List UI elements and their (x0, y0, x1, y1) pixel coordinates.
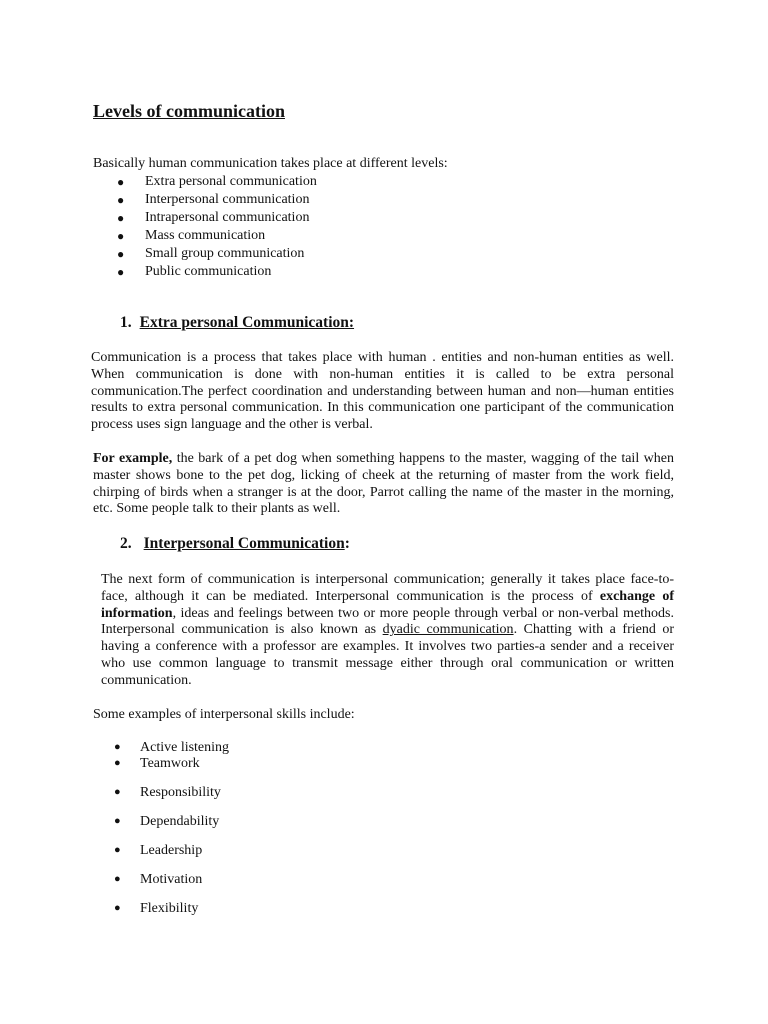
intro-text: Basically human communication takes place at different levels: (93, 156, 448, 171)
section-2-paragraph: The next form of communication is interpersonal communication; generally it takes place face-to-face, although it can be mediated. Interpersonal communication is the process of exchange of information, ideas and feelings between two or more people through verbal or non-verbal methods. Interpersonal communication is also known as dyadic communication. Chatting with a friend or having a conference with a professor are examples. It involves two parties-a sender and a receiver who use common language to transmit message either through oral communication or written communication. (101, 572, 674, 688)
bullet-icon: ● (114, 786, 121, 798)
bullet-icon: ● (114, 757, 121, 769)
bold-term: exchange of information (101, 588, 674, 621)
section-heading-2 (120, 535, 350, 553)
bullet-icon: ● (117, 247, 125, 261)
bullet-icon: ● (114, 815, 121, 827)
list-item: ● Intrapersonal communication (117, 210, 310, 225)
section-number: 2. (120, 535, 132, 552)
bullet-icon: ● (117, 229, 125, 243)
bullet-icon: ● (114, 902, 121, 914)
heading-colon: : (344, 535, 350, 552)
section-title: Interpersonal Communication (143, 535, 345, 552)
bullet-icon: ● (117, 265, 125, 279)
section-number: 1. (120, 314, 132, 331)
example-label: For example, (93, 451, 173, 466)
list-item: ● Public communication (117, 264, 272, 279)
bullet-icon: ● (114, 873, 121, 885)
skills-intro: Some examples of interpersonal skills include: (93, 707, 355, 722)
list-item: ● Interpersonal communication (117, 192, 310, 207)
list-item: ● Small group communication (117, 246, 305, 261)
bullet-icon: ● (117, 193, 125, 207)
page-title: Levels of communication (93, 101, 285, 121)
example-text: the bark of a pet dog when something happens to the master, wagging of the tail when master shows bone to the pet dog, licking of cheek at the returning of master from the work field, chirping of birds when a stranger is at the door, Parrot calling the name of the master in the morning, etc. Some people talk to their plants as well. (93, 451, 674, 517)
list-item: ● Mass communication (117, 228, 266, 243)
section-1-paragraph: Communication is a process that takes place with human . entities and non-human entities as well. When communication is done with non-human entities it is called to be extra personal communication.The perfect coordination and understanding between human and non—human entities results to extra personal communication. In this communication one participant of the communication process uses sign language and the other is verbal. (91, 350, 674, 433)
section-heading-1 (120, 314, 354, 332)
section-title: Extra personal Communication: (139, 314, 355, 331)
example-paragraph (93, 451, 674, 518)
bullet-icon: ● (117, 211, 125, 225)
document-page: Levels of communication Basically human communication takes place at different levels: ● Extra personal communication ● Interpersonal communication ● Intrapersonal communication ● Mass communication ● Small group communication ● Public communication 1. Extra personal Communication: Communication is a process that takes place with human . entities and non-human entities as well. When communication is done with non-human entities it is called to be extra personal communication.The perfect coordination and understanding between human and non—human entities results to extra personal communication. In this communication one participant of the communication process uses sign language and the other is verbal. For example, the bark of a pet dog when something happens to the master, wagging of the tail when master shows bone to the pet dog, licking of cheek at the returning of master from the work field, chirping of birds when a stranger is at the door, Parrot calling the name of the master in the morning, etc. Some people talk to their plants as well. 2. Interpersonal Communication: The next form of communication is interpersonal communication; generally it takes place face-to-face, although it can be mediated. Interpersonal communication is the process of exchange of information, ideas and feelings between two or more people through verbal or non-verbal methods. Interpersonal communication is also known as dyadic communication. Chatting with a friend or having a conference with a professor are examples. It involves two parties-a sender and a receiver who use common language to transmit message either through oral communication or written communication. Some examples of interpersonal skills include: ● Active listening ● Teamwork ● Responsibility ● Dependability ● Leadership ● Motivation ● Flexibility (91, 101, 674, 916)
underlined-term: dyadic communication (382, 622, 514, 638)
bullet-icon: ● (114, 844, 121, 856)
list-item: ● Extra personal communication (117, 174, 317, 189)
levels-list (115, 173, 317, 281)
bullet-icon: ● (117, 175, 125, 189)
bullet-icon: ● (114, 741, 121, 753)
